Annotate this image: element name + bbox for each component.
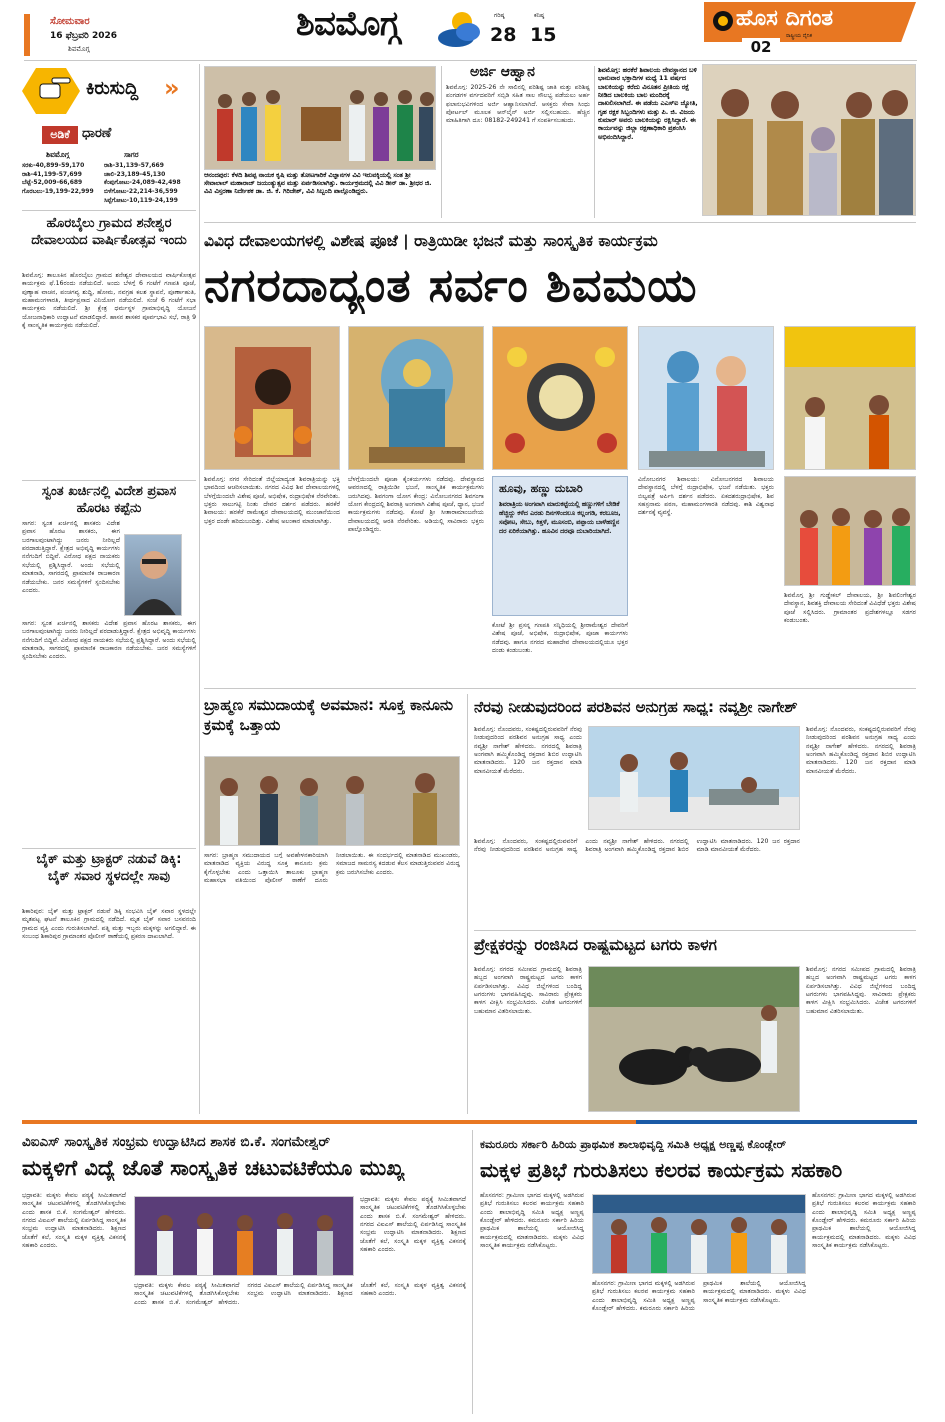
page-number-box	[742, 38, 780, 58]
award-photo	[702, 64, 916, 216]
shiva-parvati-statue-image	[639, 327, 774, 470]
memorandum-handover-image	[205, 757, 460, 846]
shiva-idol-image	[349, 327, 484, 470]
price-sidebar-body: ಶಿವರಾತ್ರಿಯ ಅಂಗವಾಗಿ ಮಾರುಕಟ್ಟೆಯಲ್ಲಿ ಹಣ್ಣುಗಳಿಗೆ ಬೇಡಿಕೆ ಹೆಚ್ಚಿದ್ದು ಕಳೆದ ಎರಡು ದಿನಗಳಿಂದಲೂ ಕಲ್ಲಂಗಡಿ, ಕರಬೂಜ, ಸಪೋಟ, ಸೇಬು, ಕಿತ್ತಳೆ, ಮೂಸಂಬಿ, ಪಪ್ಪಾಯ ಬಾಳೆಹಣ್ಣಿನ ದರ ಏರಿಕೆಯಾಗಿತ್ತು. ಹೂವಿನ ದರವೂ ದುಬಾರಿಯಾಗಿದೆ.	[499, 501, 621, 536]
price-sidebar-box	[492, 476, 628, 616]
lead-kicker: ವಿವಿಧ ದೇವಾಲಯಗಳಲ್ಲಿ ವಿಶೇಷ ಪೂಜೆ | ರಾತ್ರಿಯಿಡೀ ಭಜನೆ ಮತ್ತು ಸಾಂಸ್ಕೃತಿಕ ಕಾರ್ಯಕ್ರಮ	[204, 232, 658, 250]
kalarava-body: ಹೊಸನಗರ: ಗ್ರಾಮೀಣ ಭಾಗದ ಮಕ್ಕಳಲ್ಲಿ ಅಡಗಿರುವ ಪ್ರತಿಭೆ ಗುರುತಿಸಲು ಕಲರವ ಕಾರ್ಯಕ್ರಮ ಸಹಕಾರಿ ಎಂದು ಶಾಲಾಭಿವೃದ್ಧಿ ಸಮಿತಿ ಅಧ್ಯಕ್ಷ ಅಣ್ಣಪ್ಪ ಕೊಂಡ್ಲೇರ್ ಹೇಳಿದರು. ಕಮರೂರು ಸರ್ಕಾರಿ ಹಿರಿಯ ಪ್ರಾಥಮಿಕ ಶಾಲೆಯಲ್ಲಿ ಆಯೋಜಿಸಿದ್ದ ಕಾರ್ಯಕ್ರಮದಲ್ಲಿ ಮಾತನಾಡಿದರು. ಮಕ್ಕಳು ವಿವಿಧ ಸಾಂಸ್ಕೃತಿಕ ಕಾರ್ಯಕ್ರಮ ನಡೆಸಿಕೊಟ್ಟರು.	[480, 1192, 584, 1250]
vis-body: ಭದ್ರಾವತಿ: ಮಕ್ಕಳು ಕೇವಲ ಪಠ್ಯಕ್ಕೆ ಸೀಮಿತವಾಗದೆ ಸಾಂಸ್ಕೃತಿಕ ಚಟುವಟಿಕೆಗಳಲ್ಲಿ ತೊಡಗಿಸಿಕೊಳ್ಳಬೇಕು ಎಂದು ಶಾಸಕ ಬಿ.ಕೆ. ಸಂಗಮೇಶ್ವರ್ ಹೇಳಿದರು. ನಗರದ ವಿಐಎಸ್ ಶಾಲೆಯಲ್ಲಿ ಏರ್ಪಡಿಸಿದ್ದ ಸಾಂಸ್ಕೃತಿಕ ಸಂಭ್ರಮ ಉದ್ಘಾಟಿಸಿ ಮಾತನಾಡಿದರು. ಶಿಕ್ಷಣದ ಜೊತೆಗೆ ಕಲೆ, ಸಂಸ್ಕೃತಿ ಮಕ್ಕಳ ವ್ಯಕ್ತಿತ್ವ ವಿಕಸನಕ್ಕೆ ಸಹಕಾರಿ ಎಂದರು.	[22, 1192, 126, 1250]
ram-fight-photo	[588, 966, 800, 1112]
temple-crowd-photo	[784, 326, 916, 470]
police-officers-with-girl-illustration	[703, 65, 916, 216]
story3-body: ಶಿಕಾರಿಪುರ: ಬೈಕ್ ಮತ್ತು ಟ್ರಾಕ್ಟರ್ ನಡುವೆ ಡಿಕ್ಕಿ ಸಂಭವಿಸಿ ಬೈಕ್ ಸವಾರ ಸ್ಥಳದಲ್ಲೇ ಮೃತಪಟ್ಟ ಘಟನೆ ತಾಲೂಕಿನ ಗ್ರಾಮದಲ್ಲಿ ನಡೆದಿದೆ. ಮೃತ ಬೈಕ್ ಸವಾರ ಬಸವನಂದಿ ಗ್ರಾಮದ ವ್ಯಕ್ತಿ ಎಂದು ಗುರುತಿಸಲಾಗಿದೆ. ಪತ್ನಿ ಮತ್ತು ಇಬ್ಬರು ಮಕ್ಕಳನ್ನು ಅಗಲಿದ್ದಾರೆ. ಈ ಸಂಬಂಧ ಶಿಕಾರಿಪುರ ಗ್ರಾಮಾಂತರ ಪೊಲೀಸ್ ಠಾಣೆಯಲ್ಲಿ ಪ್ರಕರಣ ದಾಖಲಾಗಿದೆ.	[22, 908, 196, 941]
min-temp-value: 15	[530, 24, 557, 46]
decorated-linga-image	[493, 327, 628, 470]
lead-headline: ನಗರದಾದ್ಯಂತ ಸರ್ವಂ ಶಿವಮಯ	[204, 258, 698, 312]
adike-label-b: ಧಾರಣೆ	[82, 126, 112, 141]
paper-tagline: ರಾಷ್ಟ್ರೀಯ ದೈನಿಕ	[786, 33, 813, 39]
lead-col3: ಕೋಟೆ ಶ್ರೀ ಪ್ರಸನ್ನ ಗಣಪತಿ ಸನ್ನಿಧಿಯಲ್ಲಿ ಶ್ರೀರಾಮೇಶ್ವರ ದೇವರಿಗೆ ವಿಶೇಷ ಪೂಜೆ, ಅಭಿಷೇಕ, ರುದ್ರಾಭಿಷೇಕ, ಪೂಜಾ ಕಾರ್ಯಗಳು ನಡೆದವು. ಹಾಗೂ ನಗರದ ಮಹಾದೇವ ದೇವಾಲಯದಲ್ಲಿಯೂ ಭಕ್ತರ ದಂಡು ಕಂಡುಬಂತು.	[492, 622, 628, 655]
navyashree-headline: ನೆರವು ನೀಡುವುದರಿಂದ ಪರಶಿವನ ಅನುಗ್ರಹ ಸಾಧ್ಯ: ನವ್ಯಶ್ರೀ ನಾಗೇಶ್	[474, 698, 798, 716]
arji-body: ಶಿವಮೊಗ್ಗ: 2025-26 ನೇ ಸಾಲಿನಲ್ಲಿ ಪರಿಶಿಷ್ಟ ಜಾತಿ ಮತ್ತು ಪರಿಶಿಷ್ಟ ಪಂಗಡಗಳ ವರ್ಗದವರಿಗೆ ಸಬ್ಸಿಡಿ ಸಹಿತ ಸಾಲ ಸೌಲಭ್ಯ ಪಡೆಯಲು ಅರ್ಹ ಫಲಾನುಭವಿಗಳಿಂದ ಅರ್ಜಿ ಆಹ್ವಾನಿಸಲಾಗಿದೆ. ಆಸಕ್ತರು ಸೇವಾ ಸಿಂಧು ಪೋರ್ಟಲ್ ಮೂಲಕ ಆನ್‌ಲೈನ್ ಅರ್ಜಿ ಸಲ್ಲಿಸಬಹುದು. ಹೆಚ್ಚಿನ ಮಾಹಿತಿಗಾಗಿ ದೂ: 08182-249241 ಗೆ ಸಂಪರ್ಕಿಸಬಹುದು.	[446, 84, 590, 125]
rates-right-list	[104, 162, 196, 205]
group-people-illustration	[205, 67, 436, 170]
rate-row: ರಾಶಿ-31,139-57,669	[104, 162, 164, 169]
rate-row: ಬಿಳೆಗೋಟು-22,214-36,599	[104, 188, 178, 196]
masthead-accent-bar	[24, 14, 30, 56]
devotees-gathering-image	[785, 477, 916, 586]
deity-photo-4	[638, 326, 774, 470]
kirusuddi-logo	[22, 66, 192, 120]
school-event-image	[593, 1195, 806, 1274]
tagaru-body-col3: ಶಿವಮೊಗ್ಗ: ನಗರದ ಸಮೀಪದ ಗ್ರಾಮದಲ್ಲಿ ಶಿವರಾತ್ರಿ ಹಬ್ಬದ ಅಂಗವಾಗಿ ರಾಷ್ಟ್ರಮಟ್ಟದ ಟಗರು ಕಾಳಗ ಏರ್ಪಡಿಸಲಾಗಿತ್ತು. ವಿವಿಧ ಜಿಲ್ಲೆಗಳಿಂದ ಬಂದಿದ್ದ ಟಗರುಗಳು ಭಾಗವಹಿಸಿದ್ದವು. ಸಾವಿರಾರು ಪ್ರೇಕ್ಷಕರು ಕಾಳಗ ವೀಕ್ಷಿಸಿ ಸಂಭ್ರಮಿಸಿದರು. ವಿಜೇತ ಟಗರುಗಳಿಗೆ ಬಹುಮಾನ ವಿತರಿಸಲಾಯಿತು.	[806, 966, 916, 1015]
tagaru-headline: ಪ್ರೇಕ್ಷಕರನ್ನು ರಂಜಿಸಿದ ರಾಷ್ಟ್ರಮಟ್ಟದ ಟಗರು ಕಾಳಗ	[474, 936, 717, 954]
masthead-date: 16 ಫೆಬ್ರವರಿ 2026	[50, 31, 117, 41]
navyashree-body-col3: ಶಿವಮೊಗ್ಗ: ನೊಂದವರು, ಸಂಕಷ್ಟದಲ್ಲಿರುವವರಿಗೆ ನೆರವು ನೀಡುವುದರಿಂದ ಪರಶಿವನ ಅನುಗ್ರಹ ಸಾಧ್ಯ ಎಂದು ನವ್ಯಶ್ರೀ ನಾಗೇಶ್ ಹೇಳಿದರು. ನಗರದಲ್ಲಿ ಶಿವರಾತ್ರಿ ಅಂಗವಾಗಿ ಹಮ್ಮಿಕೊಂಡಿದ್ದ ರಕ್ತದಾನ ಶಿಬಿರ ಉದ್ಘಾಟಿಸಿ ಮಾತನಾಡಿದರು. 120 ಜನ ರಕ್ತದಾನ ಮಾಡಿ ಮಾನವೀಯತೆ ಮೆರೆದರು.	[806, 726, 916, 775]
kirusuddi-chevrons-icon: »	[164, 74, 180, 102]
blood-donation-camp-image	[589, 727, 800, 830]
lead-col4: ವಿನೋಬನಗರ ಶಿವಾಲಯ: ವಿನೋಬನಗರದ ಶಿವಾಲಯ ದೇವಸ್ಥಾನದಲ್ಲಿ ಬೆಳಗ್ಗೆ ರುದ್ರಾಭಿಷೇಕ, ಭಜನೆ ನಡೆಯಿತು. ಭಕ್ತರು ಬಿಲ್ವಪತ್ರೆ ಅರ್ಪಿಸಿ ದರ್ಶನ ಪಡೆದರು. ಏಕದಶರುದ್ರಾಭಿಷೇಕ, ಶಿವ ಸಹಸ್ರನಾಮ ಪಠಣ, ಮಹಾಮಂಗಳಾರತಿ ನಡೆದವು. ಕಾಶಿ ವಿಶ್ವನಾಥ ದರ್ಶನಕ್ಕೆ ವ್ಯವಸ್ಥೆ.	[638, 476, 774, 517]
blood-donation-photo	[588, 726, 800, 830]
stage-dignitaries-image	[135, 1197, 354, 1276]
rates-left-place: ಶಿವಮೊಗ್ಗ	[46, 150, 70, 159]
brahmin-body: ಸಾಗರ: ಬ್ರಾಹ್ಮಣ ಸಮುದಾಯದ ಬಗ್ಗೆ ಅವಹೇಳನಕಾರಿಯಾಗಿ ಮಾತನಾಡಿದ ವ್ಯಕ್ತಿಯ ವಿರುದ್ಧ ಸೂಕ್ತ ಕಾನೂನು ಕ್ರಮ ಕೈಗೊಳ್ಳಬೇಕು ಎಂದು ಒತ್ತಾಯಿಸಿ ತಾಲೂಕು ಬ್ರಾಹ್ಮಣ ಮಹಾಸಭಾ ವತಿಯಿಂದ ಪೊಲೀಸ್ ಠಾಣೆಗೆ ದೂರು ನೀಡಲಾಯಿತು. ಈ ಸಂದರ್ಭದಲ್ಲಿ ಮಾತನಾಡಿದ ಮುಖಂಡರು, ಸಮಾಜದ ಸಾಮರಸ್ಯ ಕದಡುವ ಕೆಲಸ ಮಾಡುತ್ತಿರುವವರ ವಿರುದ್ಧ ಕ್ರಮ ಜರುಗಿಸಬೇಕು ಎಂದರು.	[204, 852, 460, 885]
paper-emblem-icon	[712, 10, 734, 32]
deity-photo-2	[348, 326, 484, 470]
lead-col2: ಬೆಳಗ್ಗೆಯಿಂದಲೇ ಪೂಜಾ ಕೈಂಕರ್ಯಗಳು ನಡೆದವು. ದೇವಸ್ಥಾನದ ಆವರಣದಲ್ಲಿ ರಾತ್ರಿಯಿಡೀ ಭಜನೆ, ಸಾಂಸ್ಕೃತಿಕ ಕಾರ್ಯಕ್ರಮಗಳು ಜರುಗಿದವು. ಶಿವಗಂಗಾ ಯೋಗ ಕೇಂದ್ರ: ವಿನೋಬನಗರದ ಶಿವಗಂಗಾ ಯೋಗ ಕೇಂದ್ರದಲ್ಲಿ ಶಿವರಾತ್ರಿ ಅಂಗವಾಗಿ ವಿಶೇಷ ಪೂಜೆ, ಧ್ಯಾನ, ಭಜನೆ ಕಾರ್ಯಕ್ರಮಗಳು ನಡೆದವು. ಕೋಟೆ ಶ್ರೀ ಸೀತಾರಾಮಾಂಜನೇಯ ದೇವಾಲಯದಲ್ಲಿ ಆರತಿ ನೆರವೇರಿತು. ಅಡಿಯಲ್ಲಿ ಸಾವಿರಾರು ಭಕ್ತರು ಪಾಲ್ಗೊಂಡಿದ್ದರು.	[348, 476, 484, 534]
kalarava-kicker: ಕಮರೂರು ಸರ್ಕಾರಿ ಹಿರಿಯ ಪ್ರಾಥಮಿಕ ಶಾಲಾಭಿವೃದ್ಧಿ ಸಮಿತಿ ಅಧ್ಯಕ್ಷ ಅಣ್ಣಪ್ಪ ಕೊಂಡ್ಲೇರ್	[480, 1138, 786, 1151]
rate-row: ಸಿಪ್ಪೆಗೋಟು-10,119-24,199	[104, 196, 178, 204]
min-temp-label: ಕನಿಷ್ಠ	[534, 12, 545, 19]
arji-headline: ಅರ್ಜಿ ಆಹ್ವಾನ	[470, 64, 535, 80]
temple-decorations-image	[785, 327, 916, 470]
brahmin-headline: ಬ್ರಾಹ್ಮಣ ಸಮುದಾಯಕ್ಕೆ ಅವಮಾನ: ಸೂಕ್ತ ಕಾನೂನು ಕ್ರಮಕ್ಕೆ ಒತ್ತಾಯ	[204, 696, 454, 734]
story1-body: ಶಿವಮೊಗ್ಗ: ತಾಲೂಕಿನ ಹೊರಬೈಲು ಗ್ರಾಮದ ಶನೇಶ್ವರ ದೇವಾಲಯದ ವಾರ್ಷಿಕೋತ್ಸವ ಕಾರ್ಯಕ್ರಮ ಫೆ.16ರಂದು ನಡೆಯಲಿದೆ. ಅಂದು ಬೆಳಗ್ಗೆ 6 ಗಂಟೆಗೆ ಗಣಪತಿ ಪೂಜೆ, ಪುಣ್ಯಾಹ ವಾಚನ, ಪಂಚಗವ್ಯ ಶುದ್ಧಿ, ಹೋಮ, ನವಗ್ರಹ ಕಲಶ ಸ್ಥಾಪನೆ, ಪೂರ್ಣಾಹುತಿ, ಮಹಾಮಂಗಳಾರತಿ, ತೀರ್ಥಪ್ರಸಾದ ವಿನಿಯೋಗ ನಡೆಯಲಿದೆ. ಸಂಜೆ 6 ಗಂಟೆಗೆ ಸಭಾ ಕಾರ್ಯಕ್ರಮ ನಡೆಯಲಿದೆ. ಶ್ರೀ ಕ್ಷೇತ್ರ ಧರ್ಮಸ್ಥಳ ಗ್ರಾಮಾಭಿವೃದ್ಧಿ ಯೋಜನೆ ಯೋಜನಾಧಿಕಾರಿ ಉದ್ಘಾಟನೆ ಮಾಡಲಿದ್ದಾರೆ. ಹಾಸನ ಶಾಸಕರ ಪೂರ್ವಭಾವಿ ಸಭೆ, ರಾತ್ರಿ 9 ಕ್ಕೆ ಸಾಂಸ್ಕೃತಿಕ ಕಾರ್ಯಕ್ರಮ ನಡೆಯಲಿದೆ.	[22, 272, 196, 330]
paper-name: ಹೊಸ ದಿಗಂತ	[736, 6, 834, 31]
navyashree-body-cols: ಶಿವಮೊಗ್ಗ: ನೊಂದವರು, ಸಂಕಷ್ಟದಲ್ಲಿರುವವರಿಗೆ ನೆರವು ನೀಡುವುದರಿಂದ ಪರಶಿವನ ಅನುಗ್ರಹ ಸಾಧ್ಯ ಎಂದು ನವ್ಯಶ್ರೀ ನಾಗೇಶ್ ಹೇಳಿದರು. ನಗರದಲ್ಲಿ ಶಿವರಾತ್ರಿ ಅಂಗವಾಗಿ ಹಮ್ಮಿಕೊಂಡಿದ್ದ ರಕ್ತದಾನ ಶಿಬಿರ ಉದ್ಘಾಟಿಸಿ ಮಾತನಾಡಿದರು. 120 ಜನ ರಕ್ತದಾನ ಮಾಡಿ ಮಾನವೀಯತೆ ಮೆರೆದರು.	[474, 838, 800, 854]
adike-label-a: ಅಡಿಕೆ	[42, 126, 78, 144]
max-temp-value: 28	[490, 24, 517, 46]
kalarava-body-cols: ಹೊಸನಗರ: ಗ್ರಾಮೀಣ ಭಾಗದ ಮಕ್ಕಳಲ್ಲಿ ಅಡಗಿರುವ ಪ್ರತಿಭೆ ಗುರುತಿಸಲು ಕಲರವ ಕಾರ್ಯಕ್ರಮ ಸಹಕಾರಿ ಎಂದು ಶಾಲಾಭಿವೃದ್ಧಿ ಸಮಿತಿ ಅಧ್ಯಕ್ಷ ಅಣ್ಣಪ್ಪ ಕೊಂಡ್ಲೇರ್ ಹೇಳಿದರು. ಕಮರೂರು ಸರ್ಕಾರಿ ಹಿರಿಯ ಪ್ರಾಥಮಿಕ ಶಾಲೆಯಲ್ಲಿ ಆಯೋಜಿಸಿದ್ದ ಕಾರ್ಯಕ್ರಮದಲ್ಲಿ ಮಾತನಾಡಿದರು. ಮಕ್ಕಳು ವಿವಿಧ ಸಾಂಸ್ಕೃತಿಕ ಕಾರ್ಯಕ್ರಮ ನಡೆಸಿಕೊಟ್ಟರು.	[592, 1280, 806, 1313]
masthead-title: ಶಿವಮೊಗ್ಗ	[296, 4, 400, 44]
deity-photo-3	[492, 326, 628, 470]
story2-portrait-photo	[124, 534, 182, 616]
top-photo-caption: ಆನಂದಪುರ: ಕೆಳದಿ ಶಿವಪ್ಪ ನಾಯಕ ಕೃಷಿ ಮತ್ತು ತೋಟಗಾರಿಕೆ ವಿಜ್ಞಾನಗಳ ವಿವಿ ಇರುವಕ್ಕಿಯಲ್ಲಿ ಸಂತ ಶ್ರೀ ಸೇವಾಲಾಲ್ ಮಹಾರಾಜ್ ಜಯಂತ್ಯುತ್ಸವ ಮತ್ತು ಏರ್ಪಡಿಸಲಾಗಿತ್ತು. ಕಾರ್ಯಕ್ರಮದಲ್ಲಿ ವಿವಿ ಡೀನ್ ಡಾ. ಶ್ರೀಧರ ಜಿ. ವಿವಿ ವಿಸ್ತರಣಾ ನಿರ್ದೇಶಕ ಡಾ. ಜಿ. ಕೆ. ಗಿರಿಜೇಶ್, ವಿವಿ ಸಿಬ್ಬಂದಿ ಪಾಲ್ಗೊಂಡಿದ್ದರು.	[204, 172, 432, 196]
max-temp-label: ಗರಿಷ್ಠ	[494, 12, 505, 19]
navyashree-body: ಶಿವಮೊಗ್ಗ: ನೊಂದವರು, ಸಂಕಷ್ಟದಲ್ಲಿರುವವರಿಗೆ ನೆರವು ನೀಡುವುದರಿಂದ ಪರಶಿವನ ಅನುಗ್ರಹ ಸಾಧ್ಯ ಎಂದು ನವ್ಯಶ್ರೀ ನಾಗೇಶ್ ಹೇಳಿದರು. ನಗರದಲ್ಲಿ ಶಿವರಾತ್ರಿ ಅಂಗವಾಗಿ ಹಮ್ಮಿಕೊಂಡಿದ್ದ ರಕ್ತದಾನ ಶಿಬಿರ ಉದ್ಘಾಟಿಸಿ ಮಾತನಾಡಿದರು. 120 ಜನ ರಕ್ತದಾನ ಮಾಡಿ ಮಾನವೀಯತೆ ಮೆರೆದರು.	[474, 726, 582, 775]
top-group-photo	[204, 66, 436, 170]
story3-headline: ಬೈಕ್ ಮತ್ತು ಟ್ರಾಕ್ಟರ್ ನಡುವೆ ಡಿಕ್ಕಿ: ಬೈಕ್ ಸವಾರ ಸ್ಥಳದಲ್ಲೇ ಸಾವು	[36, 852, 182, 884]
rate-row: ಗೊರಬಲು-19,199-22,999	[22, 188, 94, 196]
award-story-body: ಶಿವಮೊಗ್ಗ: ಹರಕೆರೆ ಶಿವಾಲಯ ದೇವಸ್ಥಾನದ ಬಳಿ ಭಾನುವಾರ ಭಕ್ತಾದಿಗಳ ಮಧ್ಯೆ 11 ವರ್ಷದ ಬಾಲಕಿಯನ್ನು ಕರೆದು ವಿನೂತನ ಪ್ರೀತಿಯ ರಕ್ಷೆ ನೀಡಿದ ಬಾಲಕಿಯ ಬಾಲ ಮಂದಿರಕ್ಕೆ ದಾಖಲಿಸಲಾಗಿದೆ. ಈ ಪಡೆಯ ಎಎಸ್ಐ ಜ್ಯೋತಿ, ಗೃಹ ರಕ್ಷಕ ಸಿಬ್ಬಂದಿಗಳು ಮತ್ತು ಪಿ. ಜಿ. ವಿಜಯ ಕುಮಾರ್ ಅವರು ಬಾಲಕಿಯನ್ನು ರಕ್ಷಿಸಿದ್ದಾರೆ. ಈ ಕಾರ್ಯವನ್ನು ಜಿಲ್ಲಾ ರಕ್ಷಣಾಧಿಕಾರಿ ಪ್ರಶಂಸಿಸಿ ಅಭಿನಂದಿಸಿದ್ದಾರೆ.	[598, 66, 698, 141]
rates-right-place: ಸಾಗರ	[124, 150, 139, 159]
ram-fight-image	[589, 967, 800, 1112]
devotees-photo	[784, 476, 916, 586]
price-sidebar-headline: ಹೂವು, ಹಣ್ಣು ದುಬಾರಿ	[499, 482, 583, 495]
masthead-place: ಶಿವಮೊಗ್ಗ	[68, 45, 90, 53]
vis-kicker: ವಿಐಎಸ್ ಸಾಂಸ್ಕೃತಿಕ ಸಂಭ್ರಮ ಉದ್ಘಾಟಿಸಿದ ಶಾಸಕ ಬಿ.ಕೆ. ಸಂಗಮೇಶ್ವರ್	[22, 1134, 331, 1150]
lead-col1: ಶಿವಮೊಗ್ಗ: ನಗರ ಸೇರಿದಂತೆ ಜಿಲ್ಲೆಯಾದ್ಯಂತ ಶಿವರಾತ್ರಿಯನ್ನು ಭಕ್ತಿ ಭಾವದಿಂದ ಆಚರಿಸಲಾಯಿತು. ನಗರದ ವಿವಿಧ ಶಿವ ದೇವಾಲಯಗಳಲ್ಲಿ ಬೆಳಗ್ಗೆಯಿಂದಲೇ ವಿಶೇಷ ಪೂಜೆ, ಅಭಿಷೇಕ, ರುದ್ರಾಭಿಷೇಕ ನೆರವೇರಿತು. ಭಕ್ತರು ಸಾಲುಗಟ್ಟಿ ನಿಂತು ದೇವರ ದರ್ಶನ ಪಡೆದರು. ಹರಕೆರೆ ಶಿವಾಲಯ: ಹರಕೆರೆ ರಾಮೇಶ್ವರ ದೇವಾಲಯದಲ್ಲಿ ಮುಂಜಾನೆಯಿಂದ ಭಕ್ತರ ದಂಡೇ ಹರಿದುಬಂದಿತ್ತು. ವಿಶೇಷ ಅಲಂಕಾರ ಮಾಡಲಾಗಿತ್ತು.	[204, 476, 340, 525]
story1-headline: ಹೊರಬೈಲು ಗ್ರಾಮದ ಶನೇಶ್ವರ ದೇವಾಲಯದ ವಾರ್ಷಿಕೋತ್ಸವ ಇಂದು	[31, 216, 187, 248]
kalarava-body-side: ಹೊಸನಗರ: ಗ್ರಾಮೀಣ ಭಾಗದ ಮಕ್ಕಳಲ್ಲಿ ಅಡಗಿರುವ ಪ್ರತಿಭೆ ಗುರುತಿಸಲು ಕಲರವ ಕಾರ್ಯಕ್ರಮ ಸಹಕಾರಿ ಎಂದು ಶಾಲಾಭಿವೃದ್ಧಿ ಸಮಿತಿ ಅಧ್ಯಕ್ಷ ಅಣ್ಣಪ್ಪ ಕೊಂಡ್ಲೇರ್ ಹೇಳಿದರು. ಕಮರೂರು ಸರ್ಕಾರಿ ಹಿರಿಯ ಪ್ರಾಥಮಿಕ ಶಾಲೆಯಲ್ಲಿ ಆಯೋಜಿಸಿದ್ದ ಕಾರ್ಯಕ್ರಮದಲ್ಲಿ ಮಾತನಾಡಿದರು. ಮಕ್ಕಳು ವಿವಿಧ ಸಾಂಸ್ಕೃತಿಕ ಕಾರ್ಯಕ್ರಮ ನಡೆಸಿಕೊಟ್ಟರು.	[812, 1192, 916, 1250]
rate-row: ರಾಶಿ-41,199-57,699	[22, 170, 82, 178]
deity-photo-1	[204, 326, 340, 470]
kalarava-headline: ಮಕ್ಕಳ ಪ್ರತಿಭೆ ಗುರುತಿಸಲು ಕಲರವ ಕಾರ್ಯಕ್ರಮ ಸಹಕಾರಿ	[480, 1158, 843, 1182]
shiva-idol-image	[205, 327, 340, 470]
kalarava-event-photo	[592, 1194, 806, 1274]
page-number: 02	[750, 38, 772, 56]
pointing-hand-icon	[22, 66, 80, 116]
rate-row: ಬೆಟ್ಟೆ-52,009-66,689	[22, 179, 83, 187]
rates-left-list	[22, 162, 102, 197]
kirusuddi-title: ಕಿರುಸುದ್ದಿ	[86, 78, 139, 99]
weather-sun-cloud-icon	[436, 8, 488, 48]
tagaru-body: ಶಿವಮೊಗ್ಗ: ನಗರದ ಸಮೀಪದ ಗ್ರಾಮದಲ್ಲಿ ಶಿವರಾತ್ರಿ ಹಬ್ಬದ ಅಂಗವಾಗಿ ರಾಷ್ಟ್ರಮಟ್ಟದ ಟಗರು ಕಾಳಗ ಏರ್ಪಡಿಸಲಾಗಿತ್ತು. ವಿವಿಧ ಜಿಲ್ಲೆಗಳಿಂದ ಬಂದಿದ್ದ ಟಗರುಗಳು ಭಾಗವಹಿಸಿದ್ದವು. ಸಾವಿರಾರು ಪ್ರೇಕ್ಷಕರು ಕಾಳಗ ವೀಕ್ಷಿಸಿ ಸಂಭ್ರಮಿಸಿದರು. ವಿಜೇತ ಟಗರುಗಳಿಗೆ ಬಹುಮಾನ ವಿತರಿಸಲಾಯಿತು.	[474, 966, 582, 1015]
rate-row: ಸರಕು-40,899-59,170	[22, 162, 85, 169]
rate-row: ಕೆಂಪುಗೋಟು-24,089-42,498	[104, 179, 181, 187]
story2-body-continued: ಸಾಗರ: ಸ್ವಂತ ಖರ್ಚಿನಲ್ಲಿ ಶಾಸಕರು ವಿದೇಶ ಪ್ರವಾಸ ಹೊರಟ ಶಾಸಕರು, ಈಗ ಬರಗಾಲವುಂಟಾಗಿದ್ದು ಜನರು ನೀರಿಲ್ಲದೆ ಪರದಾಡುತ್ತಿದ್ದಾರೆ. ಕ್ಷೇತ್ರದ ಅಭಿವೃದ್ಧಿ ಕಾರ್ಯಗಳು ನನೆಗುದಿಗೆ ಬಿದ್ದಿವೆ. ವಿರೋಧ ಪಕ್ಷದ ನಾಯಕರು ಸಭೆಯಲ್ಲಿ ಪ್ರಶ್ನಿಸಿದ್ದಾರೆ. ಅಂದು ಸಭೆಯಲ್ಲಿ ಮಾತನಾಡಿ, ಸಾಗರದಲ್ಲಿ ಪ್ರಾಮಾಣಿಕ ರಾಜಕಾರಣ ನಡೆಯಬೇಕು. ಜನರ ಸಮಸ್ಯೆಗಳಿಗೆ ಸ್ಪಂದಿಸಬೇಕು ಎಂದರು.	[22, 620, 196, 661]
vis-headline: ಮಕ್ಕಳಿಗೆ ವಿದ್ಯೆ ಜೊತೆ ಸಾಂಸ್ಕೃತಿಕ ಚಟುವಟಿಕೆಯೂ ಮುಖ್ಯ	[22, 1156, 405, 1180]
story2-body: ಸಾಗರ: ಸ್ವಂತ ಖರ್ಚಿನಲ್ಲಿ ಶಾಸಕರು ವಿದೇಶ ಪ್ರವಾಸ ಹೊರಟ ಶಾಸಕರು, ಈಗ ಬರಗಾಲವುಂಟಾಗಿದ್ದು ಜನರು ನೀರಿಲ್ಲದೆ ಪರದಾಡುತ್ತಿದ್ದಾರೆ. ಕ್ಷೇತ್ರದ ಅಭಿವೃದ್ಧಿ ಕಾರ್ಯಗಳು ನನೆಗುದಿಗೆ ಬಿದ್ದಿವೆ. ವಿರೋಧ ಪಕ್ಷದ ನಾಯಕರು ಸಭೆಯಲ್ಲಿ ಪ್ರಶ್ನಿಸಿದ್ದಾರೆ. ಅಂದು ಸಭೆಯಲ್ಲಿ ಮಾತನಾಡಿ, ಸಾಗರದಲ್ಲಿ ಪ್ರಾಮಾಣಿಕ ರಾಜಕಾರಣ ನಡೆಯಬೇಕು. ಜನರ ಸಮಸ್ಯೆಗಳಿಗೆ ಸ್ಪಂದಿಸಬೇಕು ಎಂದರು.	[22, 520, 120, 594]
lead-col5: ಶಿವಮೊಗ್ಗ ಶ್ರೀ ಗುಡ್ಡೇಕಲ್ ದೇವಾಲಯ, ಶ್ರೀ ಶಿವಲಿಂಗೇಶ್ವರ ದೇವಸ್ಥಾನ, ಶಿವಶಕ್ತಿ ದೇವಾಲಯ ಸೇರಿದಂತೆ ವಿವಿಧೆಡೆ ಭಕ್ತರು ವಿಶೇಷ ಪೂಜೆ ಸಲ್ಲಿಸಿದರು. ಗ್ರಾಮಾಂತರ ಪ್ರದೇಶಗಳಲ್ಲೂ ಸಡಗರ ಕಂಡುಬಂತು.	[784, 592, 916, 625]
vis-body-cols: ಭದ್ರಾವತಿ: ಮಕ್ಕಳು ಕೇವಲ ಪಠ್ಯಕ್ಕೆ ಸೀಮಿತವಾಗದೆ ಸಾಂಸ್ಕೃತಿಕ ಚಟುವಟಿಕೆಗಳಲ್ಲಿ ತೊಡಗಿಸಿಕೊಳ್ಳಬೇಕು ಎಂದು ಶಾಸಕ ಬಿ.ಕೆ. ಸಂಗಮೇಶ್ವರ್ ಹೇಳಿದರು. ನಗರದ ವಿಐಎಸ್ ಶಾಲೆಯಲ್ಲಿ ಏರ್ಪಡಿಸಿದ್ದ ಸಾಂಸ್ಕೃತಿಕ ಸಂಭ್ರಮ ಉದ್ಘಾಟಿಸಿ ಮಾತನಾಡಿದರು. ಶಿಕ್ಷಣದ ಜೊತೆಗೆ ಕಲೆ, ಸಂಸ್ಕೃತಿ ಮಕ್ಕಳ ವ್ಯಕ್ತಿತ್ವ ವಿಕಸನಕ್ಕೆ ಸಹಕಾರಿ ಎಂದರು.	[134, 1282, 466, 1306]
brahmin-photo	[204, 756, 460, 846]
person-portrait-icon	[125, 535, 182, 616]
rate-row: ಚಾಲಿ-23,189-45,130	[104, 170, 166, 178]
story2-headline: ಸ್ವಂತ ಖರ್ಚಿನಲ್ಲಿ ವಿದೇಶ ಪ್ರವಾಸ ಹೊರಟ ಕಪ್ಪೆನು	[41, 484, 177, 516]
masthead-day: ಸೋಮವಾರ	[50, 16, 90, 27]
vis-body-side: ಭದ್ರಾವತಿ: ಮಕ್ಕಳು ಕೇವಲ ಪಠ್ಯಕ್ಕೆ ಸೀಮಿತವಾಗದೆ ಸಾಂಸ್ಕೃತಿಕ ಚಟುವಟಿಕೆಗಳಲ್ಲಿ ತೊಡಗಿಸಿಕೊಳ್ಳಬೇಕು ಎಂದು ಶಾಸಕ ಬಿ.ಕೆ. ಸಂಗಮೇಶ್ವರ್ ಹೇಳಿದರು. ನಗರದ ವಿಐಎಸ್ ಶಾಲೆಯಲ್ಲಿ ಏರ್ಪಡಿಸಿದ್ದ ಸಾಂಸ್ಕೃತಿಕ ಸಂಭ್ರಮ ಉದ್ಘಾಟಿಸಿ ಮಾತನಾಡಿದರು. ಶಿಕ್ಷಣದ ಜೊತೆಗೆ ಕಲೆ, ಸಂಸ್ಕೃತಿ ಮಕ್ಕಳ ವ್ಯಕ್ತಿತ್ವ ವಿಕಸನಕ್ಕೆ ಸಹಕಾರಿ ಎಂದರು.	[360, 1196, 466, 1254]
vis-event-photo	[134, 1196, 354, 1276]
